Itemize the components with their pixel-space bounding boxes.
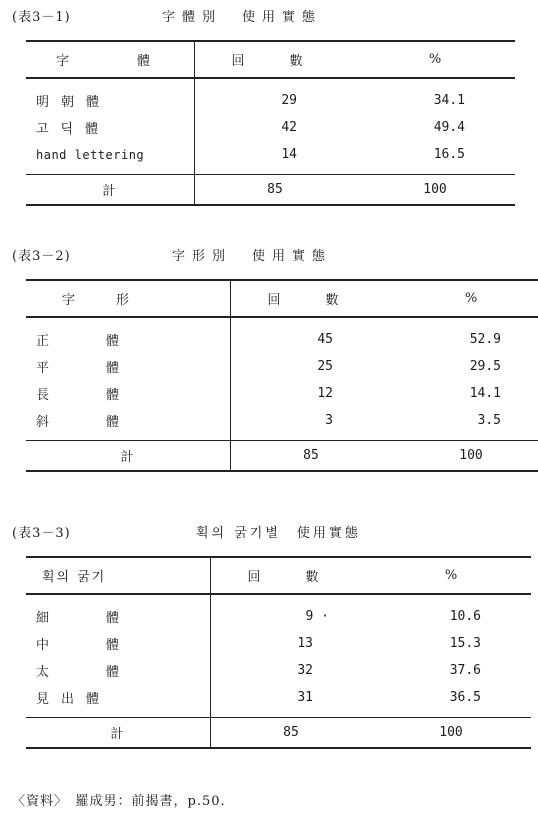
row-percent: 49.4 [433, 120, 465, 135]
data-table [26, 279, 538, 472]
table-row [26, 630, 531, 657]
total-label: 計 [26, 175, 195, 206]
total-count: 85 [283, 725, 299, 740]
row-count: 45 [317, 332, 333, 347]
row-name: 細 體 [26, 594, 211, 630]
total-label: 計 [26, 441, 231, 472]
table-total-row [26, 718, 531, 749]
table-row [26, 380, 538, 407]
column-header-count: 回 數 [267, 293, 355, 308]
total-percent: 100 [439, 725, 463, 740]
column-header-percent: % [444, 568, 458, 583]
row-name: 中 體 [26, 630, 211, 657]
table-row [26, 141, 515, 175]
column-header-count: 回 數 [247, 570, 335, 585]
column-header-percent: % [428, 52, 442, 67]
table-row [26, 407, 538, 441]
row-count: 42 [281, 120, 297, 135]
row-name: 平 體 [26, 353, 231, 380]
row-name: 太 體 [26, 657, 211, 684]
data-table [26, 556, 531, 749]
row-name: 正 體 [26, 317, 231, 353]
table-caption [0, 6, 538, 26]
row-name: hand lettering [26, 141, 195, 175]
table-row [26, 684, 531, 718]
row-count: 32 [297, 663, 313, 678]
table-title: 획의 굵기별 使用實態 [196, 526, 361, 541]
table-row [26, 353, 538, 380]
row-count: 13 [297, 636, 313, 651]
table-row [26, 78, 515, 114]
row-percent: 34.1 [433, 93, 465, 108]
row-count: 9 · [305, 609, 329, 624]
table-total-row [26, 441, 538, 472]
row-percent: 29.5 [469, 359, 501, 374]
row-percent: 37.6 [449, 663, 481, 678]
table-caption [0, 245, 538, 265]
row-percent: 3.5 [477, 413, 501, 428]
row-percent: 14.1 [469, 386, 501, 401]
row-count: 12 [317, 386, 333, 401]
column-header-count: 回 數 [231, 54, 319, 69]
source-note: 〈資料〉 羅成男：前揭書，p.50. [12, 794, 226, 809]
total-percent: 100 [423, 182, 447, 197]
column-header-percent: % [464, 291, 478, 306]
total-count: 85 [267, 182, 283, 197]
column-header-typeface: 字 體 [26, 41, 195, 78]
row-count: 29 [281, 93, 297, 108]
row-name: 明朝體 [26, 78, 195, 114]
table-row [26, 657, 531, 684]
table-total-row [26, 175, 515, 206]
column-header-shape: 字 形 [26, 280, 231, 317]
table-header-row [26, 557, 531, 594]
table-title: 字體別 使用實態 [162, 10, 323, 25]
row-percent: 52.9 [469, 332, 501, 347]
table-label: (表3－1) [12, 10, 71, 25]
row-percent: 10.6 [449, 609, 481, 624]
table-caption [0, 522, 538, 542]
row-percent: 16.5 [433, 147, 465, 162]
table-row [26, 594, 531, 630]
total-label: 計 [26, 718, 211, 749]
row-count: 31 [297, 690, 313, 705]
row-count: 3 [325, 413, 333, 428]
data-table [26, 40, 515, 206]
row-name: 長 體 [26, 380, 231, 407]
table-row [26, 114, 515, 141]
row-count: 25 [317, 359, 333, 374]
table-row [26, 317, 538, 353]
table-header-row [26, 280, 538, 317]
row-name: 斜 體 [26, 407, 231, 441]
row-percent: 15.3 [449, 636, 481, 651]
table-label: (表3－3) [12, 526, 71, 541]
row-count: 14 [281, 147, 297, 162]
row-percent: 36.5 [449, 690, 481, 705]
row-name: 見出體 [26, 684, 211, 718]
row-name: 고딕體 [26, 114, 195, 141]
table-title: 字形別 使用實態 [172, 249, 333, 264]
column-header-stroke-weight: 획의 굵기 [26, 557, 211, 594]
total-percent: 100 [459, 448, 483, 463]
table-header-row [26, 41, 515, 78]
table-label: (表3－2) [12, 249, 71, 264]
total-count: 85 [303, 448, 319, 463]
